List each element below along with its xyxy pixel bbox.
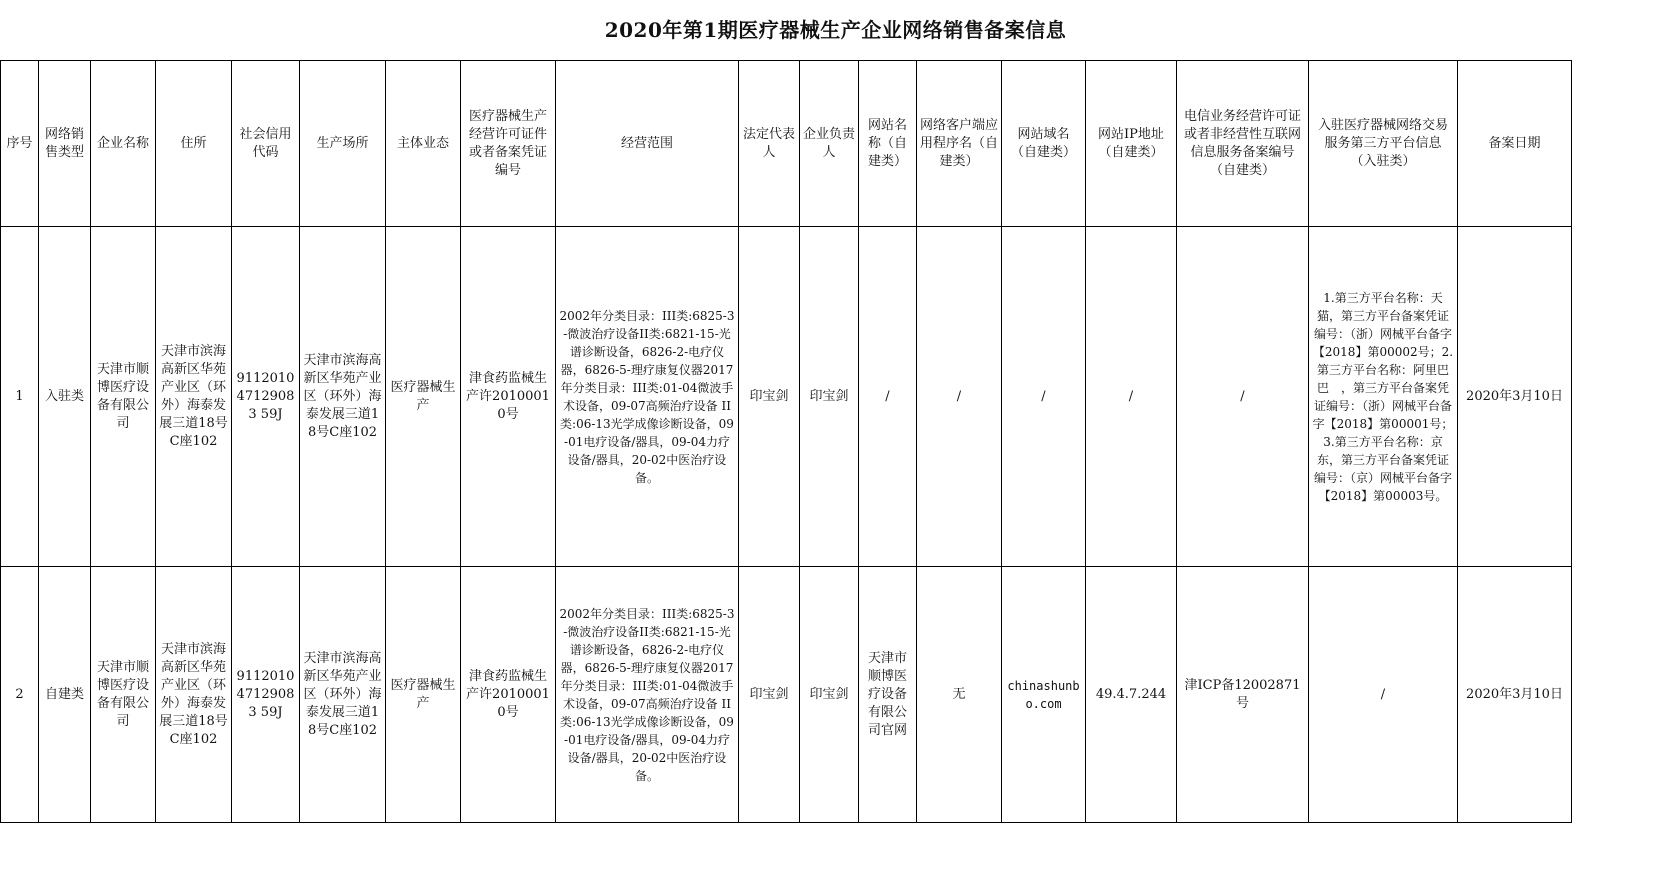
- cell-scope: 2002年分类目录：III类:6825-3-微波治疗设备II类:6821-15-光谱诊断设备，6826-2-电疗仪器，6826-5-理疗康复仪器2017年分类目录：III类:01-04微波手术设备，09-07高频治疗设备 II类:06-13光学成像诊断设备，09-01电疗设备/器具，09-04力疗设备/器具，20-02中医治疗设备。: [556, 567, 739, 823]
- header-cell: 网站IP地址（自建类）: [1086, 61, 1177, 227]
- header-cell: 网站名称（自建类）: [859, 61, 917, 227]
- header-cell: 入驻医疗器械网络交易服务第三方平台信息（入驻类）: [1309, 61, 1458, 227]
- header-cell: 主体业态: [386, 61, 461, 227]
- cell-telecom: 津ICP备12002871号: [1177, 567, 1309, 823]
- header-cell: 住所: [156, 61, 232, 227]
- cell-company: 天津市顺博医疗设备有限公司: [91, 227, 156, 567]
- header-cell: 网站域名（自建类）: [1002, 61, 1086, 227]
- cell-credit-code: 911201047129083 59J: [232, 227, 300, 567]
- table-row: [1, 567, 1572, 823]
- cell-domain: chinashunbo.com: [1002, 567, 1086, 823]
- header-cell: 电信业务经营许可证或者非经营性互联网信息服务备案编号（自建类）: [1177, 61, 1309, 227]
- table-header-row: [1, 61, 1572, 227]
- cell-principal: 印宝剑: [800, 227, 859, 567]
- page-title: 2020年第1期医疗器械生产企业网络销售备案信息: [604, 18, 1067, 42]
- cell-license: 津食药监械生产许20100010号: [461, 227, 556, 567]
- header-cell: 网络客户端应用程序名（自建类）: [917, 61, 1002, 227]
- header-cell: 网络销售类型: [39, 61, 91, 227]
- cell-sales-type: 自建类: [39, 567, 91, 823]
- cell-address: 天津市滨海高新区华苑产业区（环外）海泰发展三道18号C座102: [156, 567, 232, 823]
- cell-date: 2020年3月10日: [1458, 567, 1572, 823]
- cell-main-business: 医疗器械生产: [386, 567, 461, 823]
- cell-legal-rep: 印宝剑: [739, 227, 800, 567]
- cell-telecom: /: [1177, 227, 1309, 567]
- cell-production-site: 天津市滨海高新区华苑产业区（环外）海泰发展三道18号C座102: [300, 227, 386, 567]
- header-cell: 序号: [1, 61, 39, 227]
- cell-third-party: /: [1309, 567, 1458, 823]
- cell-seq: 1: [1, 227, 39, 567]
- cell-scope: 2002年分类目录：III类:6825-3-微波治疗设备II类:6821-15-光谱诊断设备，6826-2-电疗仪器，6826-5-理疗康复仪器2017年分类目录：III类:01-04微波手术设备，09-07高频治疗设备 II类:06-13光学成像诊断设备，09-01电疗设备/器具，09-04力疗设备/器具，20-02中医治疗设备。: [556, 227, 739, 567]
- cell-legal-rep: 印宝剑: [739, 567, 800, 823]
- header-cell: 企业名称: [91, 61, 156, 227]
- cell-app-name: 无: [917, 567, 1002, 823]
- table-row: [1, 227, 1572, 567]
- header-cell: 社会信用代码: [232, 61, 300, 227]
- cell-credit-code: 911201047129083 59J: [232, 567, 300, 823]
- header-cell: 法定代表人: [739, 61, 800, 227]
- header-cell: 医疗器械生产经营许可证件或者备案凭证编号: [461, 61, 556, 227]
- cell-site-name: /: [859, 227, 917, 567]
- cell-domain: /: [1002, 227, 1086, 567]
- cell-address: 天津市滨海高新区华苑产业区（环外）海泰发展三道18号C座102: [156, 227, 232, 567]
- cell-sales-type: 入驻类: [39, 227, 91, 567]
- cell-company: 天津市顺博医疗设备有限公司: [91, 567, 156, 823]
- cell-ip: 49.4.7.244: [1086, 567, 1177, 823]
- header-cell: 生产场所: [300, 61, 386, 227]
- cell-seq: 2: [1, 567, 39, 823]
- header-cell: 备案日期: [1458, 61, 1572, 227]
- cell-license: 津食药监械生产许20100010号: [461, 567, 556, 823]
- header-cell: 经营范围: [556, 61, 739, 227]
- cell-date: 2020年3月10日: [1458, 227, 1572, 567]
- cell-production-site: 天津市滨海高新区华苑产业区（环外）海泰发展三道18号C座102: [300, 567, 386, 823]
- cell-principal: 印宝剑: [800, 567, 859, 823]
- cell-third-party: 1.第三方平台名称：天猫，第三方平台备案凭证编号：（浙）网械平台备字【2018】第00002号；2.第三方平台名称：阿里巴巴 ，第三方平台备案凭证编号：（浙）网械平台备字【2018】第00001号；3.第三方平台名称：京东，第三方平台备案凭证编号：（京）网械平台备字【2018】第00003号。: [1309, 227, 1458, 567]
- cell-app-name: /: [917, 227, 1002, 567]
- cell-site-name: 天津市顺博医疗设备有限公司官网: [859, 567, 917, 823]
- cell-ip: /: [1086, 227, 1177, 567]
- cell-main-business: 医疗器械生产: [386, 227, 461, 567]
- header-cell: 企业负责人: [800, 61, 859, 227]
- filing-table: [0, 60, 1572, 823]
